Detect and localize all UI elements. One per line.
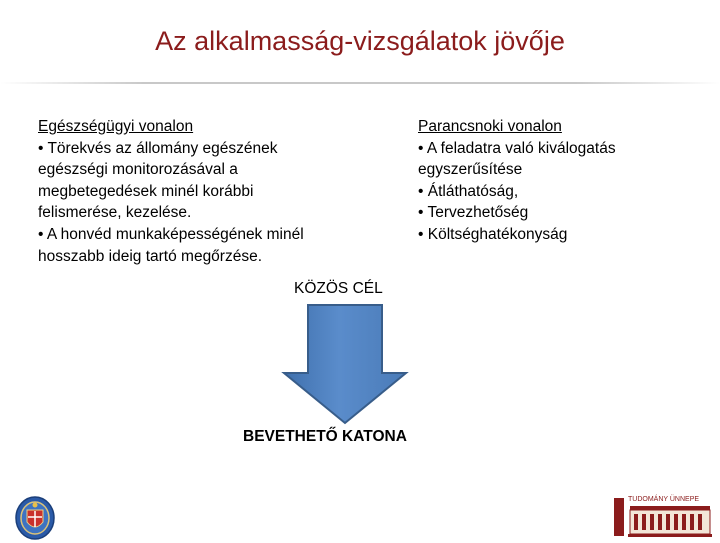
arrow-shape — [284, 305, 406, 423]
tudomany-unnepe-logo — [612, 492, 716, 543]
common-goal-label: KÖZÖS CÉL — [294, 280, 383, 297]
health-line-text: • Törekvés az állomány egészének — [38, 139, 278, 157]
command-line-text: • Költséghatékonyság — [418, 225, 568, 243]
health-line-text: hosszabb ideig tartó megőrzése. — [38, 247, 263, 265]
deployable-soldier-label: BEVETHETŐ KATONA — [243, 428, 407, 445]
command-line-text: egyszerűsítése — [418, 161, 523, 179]
logo-text: TUDOMÁNY ÜNNEPE — [628, 496, 700, 503]
health-line-text: • A honvéd munkaképességének minél — [38, 225, 304, 243]
command-line-text: • Átláthatóság, — [418, 182, 519, 200]
command-line-column — [418, 116, 708, 246]
slide-title: Az alkalmasság-vizsgálatok jövője — [155, 26, 565, 56]
down-arrow-icon — [280, 303, 410, 427]
university-seal-icon — [14, 496, 56, 540]
command-line-text: • A feladatra való kiválogatás — [418, 139, 616, 157]
health-line-text: felismerése, kezelése. — [38, 204, 192, 222]
command-line-text: • Tervezhetőség — [418, 204, 529, 222]
health-line-heading: Egészségügyi vonalon — [38, 118, 194, 135]
building-icon — [612, 492, 716, 538]
health-line-text: megbetegedések minél korábbi — [38, 182, 254, 200]
title-divider — [0, 82, 720, 84]
command-line-heading: Parancsnoki vonalon — [418, 118, 562, 135]
health-line-column — [38, 116, 383, 267]
health-line-text: egészségi monitorozásával a — [38, 161, 238, 179]
